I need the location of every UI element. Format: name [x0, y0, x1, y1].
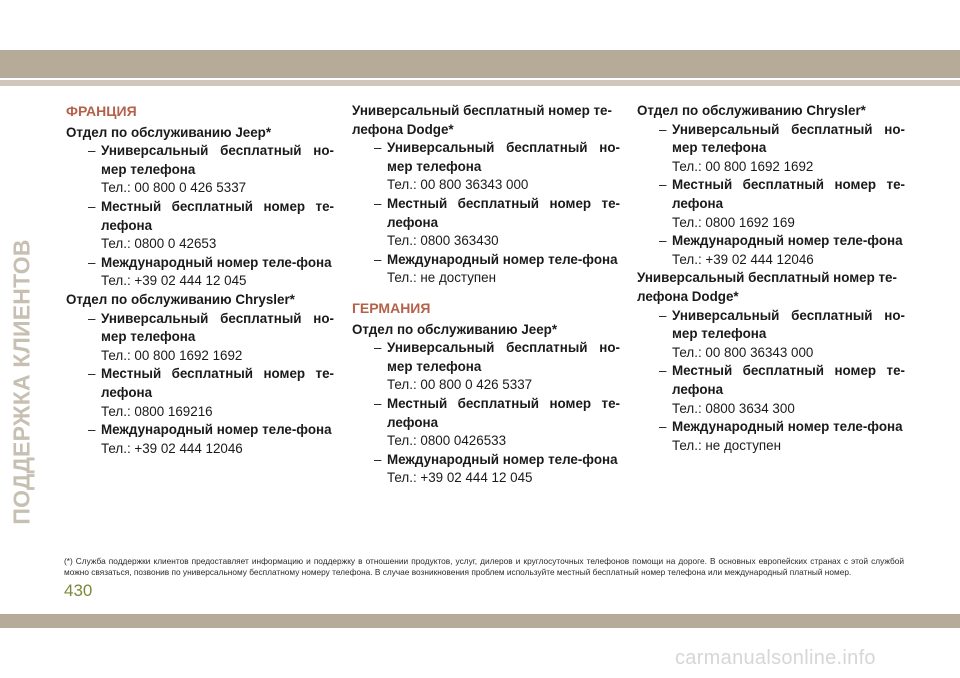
- phone-number: Тел.: 0800 0 42653: [101, 236, 217, 252]
- list-item: [352, 139, 620, 195]
- phone-number: Тел.: 00 800 36343 000: [387, 177, 529, 193]
- phone-number: Тел.: +39 02 444 12046: [672, 251, 814, 267]
- phone-number: Тел.: 0800 0426533: [387, 433, 507, 449]
- side-title: ПОДДЕРЖКА КЛИЕНТОВ: [8, 239, 35, 525]
- dept-heading: Отдел по обслуживанию Jeep*: [352, 321, 558, 337]
- phone-number: Тел.: 00 800 0 426 5337: [387, 377, 533, 393]
- dash-bullet: –: [88, 254, 96, 270]
- dept-heading: Отдел по обслуживанию Chrysler*: [637, 103, 866, 118]
- list-item: [66, 142, 334, 198]
- dash-bullet: –: [88, 143, 96, 159]
- dash-bullet: –: [659, 307, 667, 323]
- list-item: [352, 251, 620, 288]
- dash-bullet: –: [659, 419, 667, 435]
- list-item: [637, 176, 905, 232]
- list-item: [352, 339, 620, 395]
- dept-heading: Отдел по обслуживанию Chrysler*: [66, 291, 295, 307]
- item-title: Местный бесплатный номер те-лефона: [387, 195, 620, 230]
- phone-number: Тел.: 0800 1692 169: [672, 214, 795, 230]
- dash-bullet: –: [88, 310, 96, 326]
- list-item: [637, 362, 905, 418]
- item-title: Международный номер теле-фона: [672, 233, 903, 249]
- phone-number: Тел.: +39 02 444 12 045: [387, 470, 533, 486]
- list-item: [66, 198, 334, 254]
- column-3: [637, 102, 905, 455]
- footnote: (*) Служба поддержки клиентов предоставляет информацию и поддержку в отношении продуктов, услуг, дилеров и круглосуточных телефонов помощи на дороге. В основных европейских странах с этой службой можно связаться, позвонив по универсальному бесплатному номеру телефона. В случае возникновения проблем используйте местный бесплатный номер телефона или международный платный номер.: [64, 556, 904, 577]
- dash-bullet: –: [659, 233, 667, 249]
- country-heading-germany: ГЕРМАНИЯ: [352, 299, 431, 316]
- item-title: Международный номер теле-фона: [101, 422, 332, 438]
- item-title: Местный бесплатный номер те-лефона: [101, 366, 334, 400]
- item-title: Международный номер теле-фона: [101, 254, 332, 270]
- list-item: [66, 310, 334, 366]
- item-title: Местный бесплатный номер те-лефона: [672, 177, 905, 211]
- item-title: Универсальный бесплатный но-мер телефона: [387, 340, 620, 374]
- item-title: Международный номер теле-фона: [387, 451, 618, 467]
- phone-number: Тел.: 0800 363430: [387, 233, 499, 249]
- phone-number: Тел.: 00 800 1692 1692: [672, 158, 814, 174]
- column-1: [66, 102, 334, 458]
- dept-heading: Универсальный бесплатный номер те-лефона Dodge*: [352, 103, 612, 137]
- phone-number: Тел.: 00 800 1692 1692: [101, 347, 243, 363]
- header-band: [0, 50, 960, 78]
- list-item: [352, 395, 620, 451]
- footer-band: [0, 614, 960, 628]
- dash-bullet: –: [374, 251, 382, 267]
- list-item: [637, 121, 905, 177]
- watermark-text: carmanualsonline.info: [675, 647, 876, 669]
- dash-bullet: –: [374, 195, 382, 211]
- phone-number: Тел.: 0800 3634 300: [672, 400, 795, 416]
- page-number: 430: [64, 581, 93, 600]
- dept-heading: Универсальный бесплатный номер те-лефона Dodge*: [637, 270, 897, 304]
- column-2: [352, 102, 620, 488]
- dash-bullet: –: [374, 451, 382, 467]
- list-item: [637, 307, 905, 363]
- list-item: [637, 232, 905, 269]
- item-title: Международный номер теле-фона: [387, 251, 618, 267]
- list-item: [66, 254, 334, 291]
- dash-bullet: –: [374, 395, 382, 411]
- item-title: Универсальный бесплатный но-мер телефона: [387, 140, 620, 174]
- list-item: [352, 451, 620, 488]
- item-title: Международный номер теле-фона: [672, 419, 903, 435]
- list-item: [352, 195, 620, 251]
- phone-number: Тел.: не доступен: [387, 270, 496, 286]
- list-item: [66, 421, 334, 458]
- dash-bullet: –: [374, 340, 382, 356]
- list-item: [66, 365, 334, 421]
- dash-bullet: –: [88, 422, 96, 438]
- list-item: [637, 418, 905, 455]
- dash-bullet: –: [659, 177, 667, 193]
- phone-number: Тел.: 00 800 36343 000: [672, 344, 814, 360]
- dept-heading: Отдел по обслуживанию Jeep*: [66, 124, 272, 140]
- item-title: Универсальный бесплатный но-мер телефона: [101, 143, 334, 177]
- item-title: Местный бесплатный номер те-лефона: [101, 198, 334, 233]
- phone-number: Тел.: 0800 169216: [101, 403, 213, 419]
- dash-bullet: –: [659, 363, 667, 379]
- phone-number: Тел.: +39 02 444 12046: [101, 440, 243, 456]
- dash-bullet: –: [88, 366, 96, 382]
- item-title: Универсальный бесплатный но-мер телефона: [101, 310, 334, 345]
- country-heading-france: ФРАНЦИЯ: [66, 103, 137, 119]
- phone-number: Тел.: +39 02 444 12 045: [101, 273, 247, 289]
- item-title: Универсальный бесплатный но-мер телефона: [672, 307, 905, 342]
- item-title: Местный бесплатный номер те-лефона: [387, 395, 620, 430]
- phone-number: Тел.: 00 800 0 426 5337: [101, 180, 247, 196]
- header-band-light: [0, 80, 960, 86]
- phone-number: Тел.: не доступен: [672, 437, 781, 453]
- dash-bullet: –: [374, 140, 382, 156]
- dash-bullet: –: [88, 198, 96, 214]
- dash-bullet: –: [659, 121, 667, 137]
- item-title: Местный бесплатный номер те-лефона: [672, 363, 905, 397]
- item-title: Универсальный бесплатный но-мер телефона: [672, 121, 905, 156]
